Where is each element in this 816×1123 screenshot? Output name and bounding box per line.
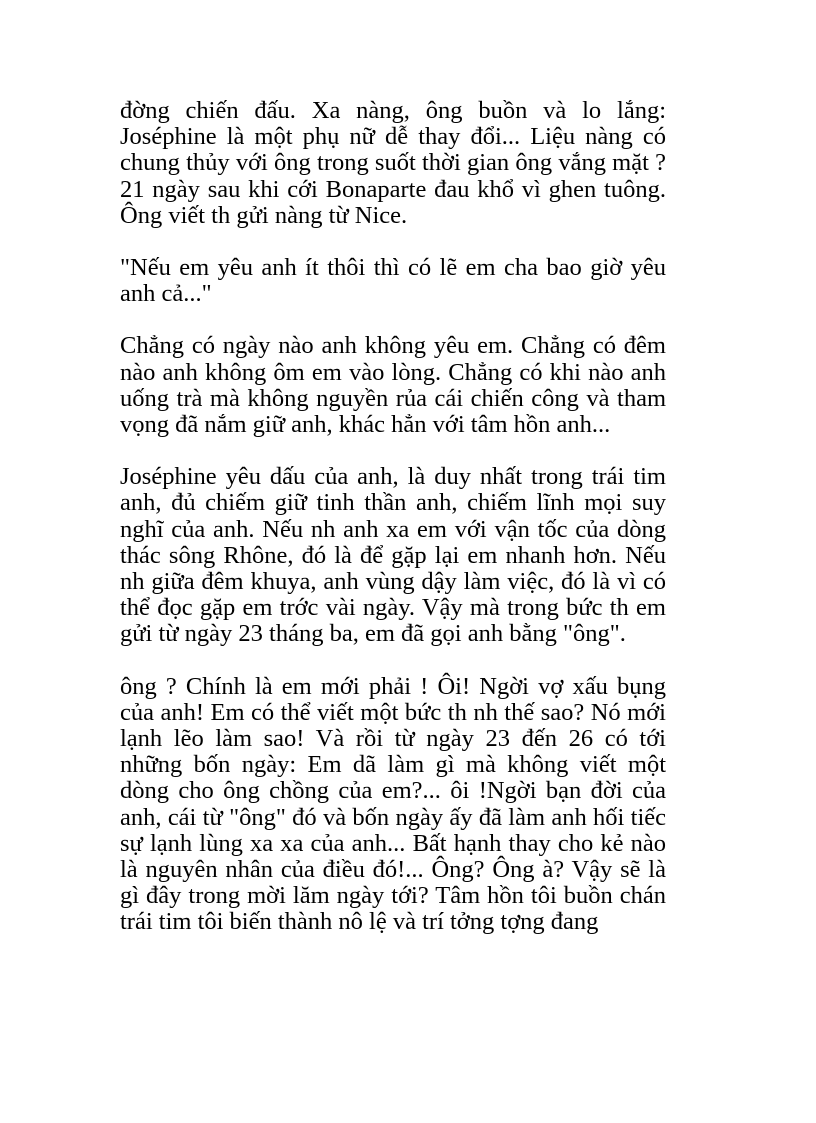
paragraph-2: "Nếu em yêu anh ít thôi thì có lẽ em cha bao giờ yêu anh cả..." <box>120 254 666 308</box>
paragraph-3: Chẳng có ngày nào anh không yêu em. Chẳng có đêm nào anh không ôm em vào lòng. Chẳng có khi nào anh uống trà mà không nguyền rủa cái chiến công và tham vọng đã nắm giữ anh, khác hẳn với tâm hồn anh... <box>120 332 666 439</box>
paragraph-1: đờng chiến đấu. Xa nàng, ông buồn và lo lắng: Joséphine là một phụ nữ dễ thay đổi... Liệu nàng có chung thủy với ông trong suốt thời gian ông vắng mặt ? 21 ngày sau khi cới Bonaparte đau khổ vì ghen tuông. Ông viết th gửi nàng từ Nice. <box>120 97 666 229</box>
paragraph-5: ông ? Chính là em mới phải ! Ôi! Ngời vợ xấu bụng của anh! Em có thể viết một bức th nh thế sao? Nó mới lạnh lẽo làm sao! Và rồi từ ngày 23 đến 26 có tới những bốn ngày: Em dã làm gì mà không viết một dòng cho ông chồng của em?... ôi !Ngời bạn đời của anh, cái từ "ông" đó và bốn ngày ấy đã làm anh hối tiếc sự lạnh lùng xa xa của anh... Bất hạnh thay cho kẻ nào là nguyên nhân của điều đó!... Ông? Ông à? Vậy sẽ là gì đây trong mời lăm ngày tới? Tâm hồn tôi buồn chán trái tim tôi biến thành nô lệ và trí tởng tợng đang <box>120 672 666 936</box>
paragraph-4: Joséphine yêu dấu của anh, là duy nhất trong trái tim anh, đủ chiếm giữ tinh thần anh, chiếm lĩnh mọi suy nghĩ của anh. Nếu nh anh xa em với vận tốc của dòng thác sông Rhône, đó là để gặp lại em nhanh hơn. Nếu nh giữa đêm khuya, anh vùng dậy làm việc, đó là vì có thể đọc gặp em trớc vài ngày. Vậy mà trong bức th em gửi từ ngày 23 tháng ba, em đã gọi anh bằng "ông". <box>120 463 666 648</box>
document-page <box>120 98 666 936</box>
